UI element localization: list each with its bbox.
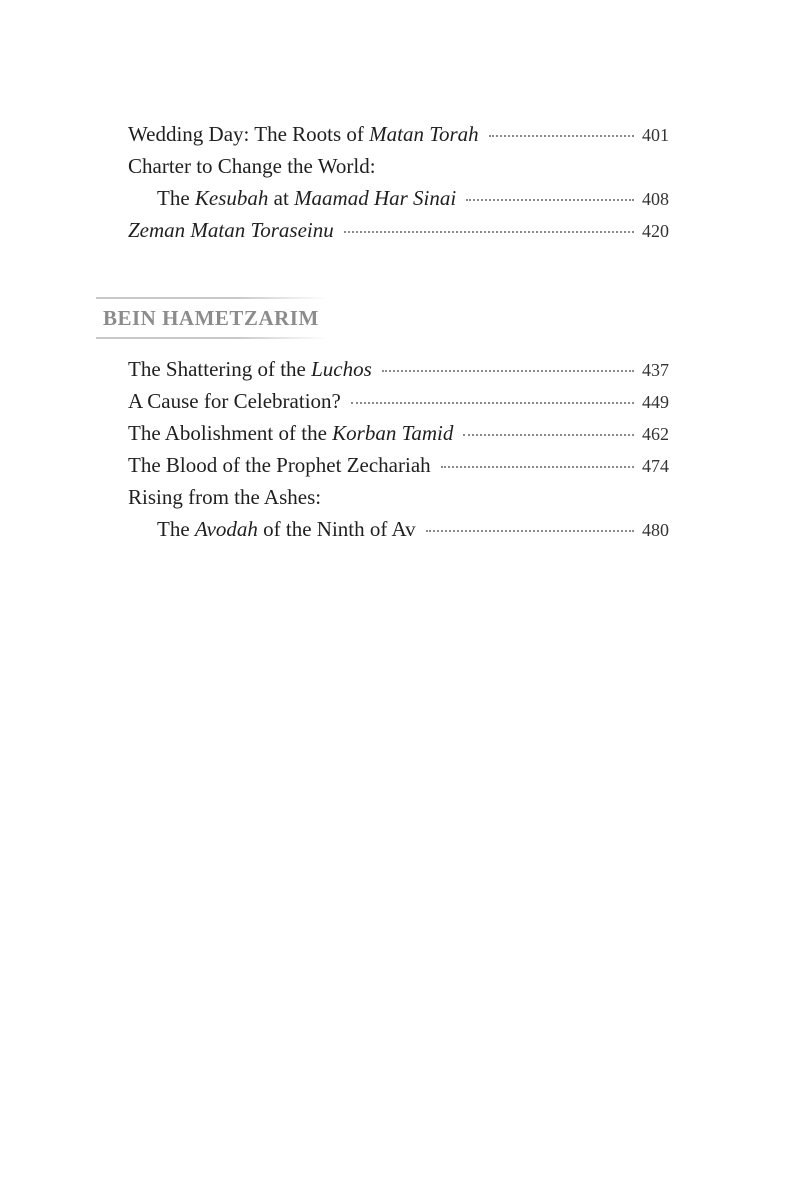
entry-title: Wedding Day: The Roots of Matan Torah (128, 122, 479, 146)
page-number: 474 (642, 456, 669, 476)
page-number: 408 (642, 189, 669, 209)
section-rule-bottom (96, 337, 328, 339)
page-number: 420 (642, 221, 669, 241)
entry-title: The Abolishment of the Korban Tamid (128, 421, 454, 445)
entry-title-line1: Charter to Change the World: (128, 154, 376, 178)
dot-leader (351, 401, 634, 404)
entry-title: The Shattering of the Luchos (128, 357, 372, 381)
page-number: 401 (642, 125, 669, 145)
toc-entry[interactable] (128, 353, 669, 385)
entry-title: The Blood of the Prophet Zechariah (128, 453, 431, 477)
dot-leader (463, 433, 634, 436)
dot-leader (489, 134, 634, 137)
section-title: BEIN HAMETZARIM (103, 306, 319, 330)
page-number: 449 (642, 392, 669, 412)
dot-leader (382, 369, 634, 372)
toc-entry[interactable] (128, 449, 669, 481)
entry-title: Zeman Matan Toraseinu (128, 218, 334, 242)
dot-leader (441, 465, 634, 468)
entry-title-line2: The Avodah of the Ninth of Av (157, 517, 416, 541)
section-rule-top (96, 297, 328, 299)
toc-entry[interactable] (128, 385, 669, 417)
entry-title-line1: Rising from the Ashes: (128, 485, 322, 509)
toc-entry[interactable] (128, 417, 669, 449)
dot-leader (344, 230, 634, 233)
entry-title-line2: The Kesubah at Maamad Har Sinai (157, 186, 457, 210)
toc-entry[interactable] (128, 150, 669, 214)
section-header (96, 297, 328, 339)
dot-leader (426, 529, 634, 532)
toc-entry[interactable] (128, 118, 669, 150)
page-number: 480 (642, 520, 669, 540)
toc-entry[interactable] (128, 481, 669, 545)
toc-list-section (128, 353, 669, 545)
toc-list-top (128, 118, 669, 246)
page-number: 462 (642, 424, 669, 444)
page-number: 437 (642, 360, 669, 380)
entry-title: A Cause for Celebration? (128, 389, 341, 413)
toc-entry[interactable] (128, 214, 669, 246)
dot-leader (466, 198, 634, 201)
